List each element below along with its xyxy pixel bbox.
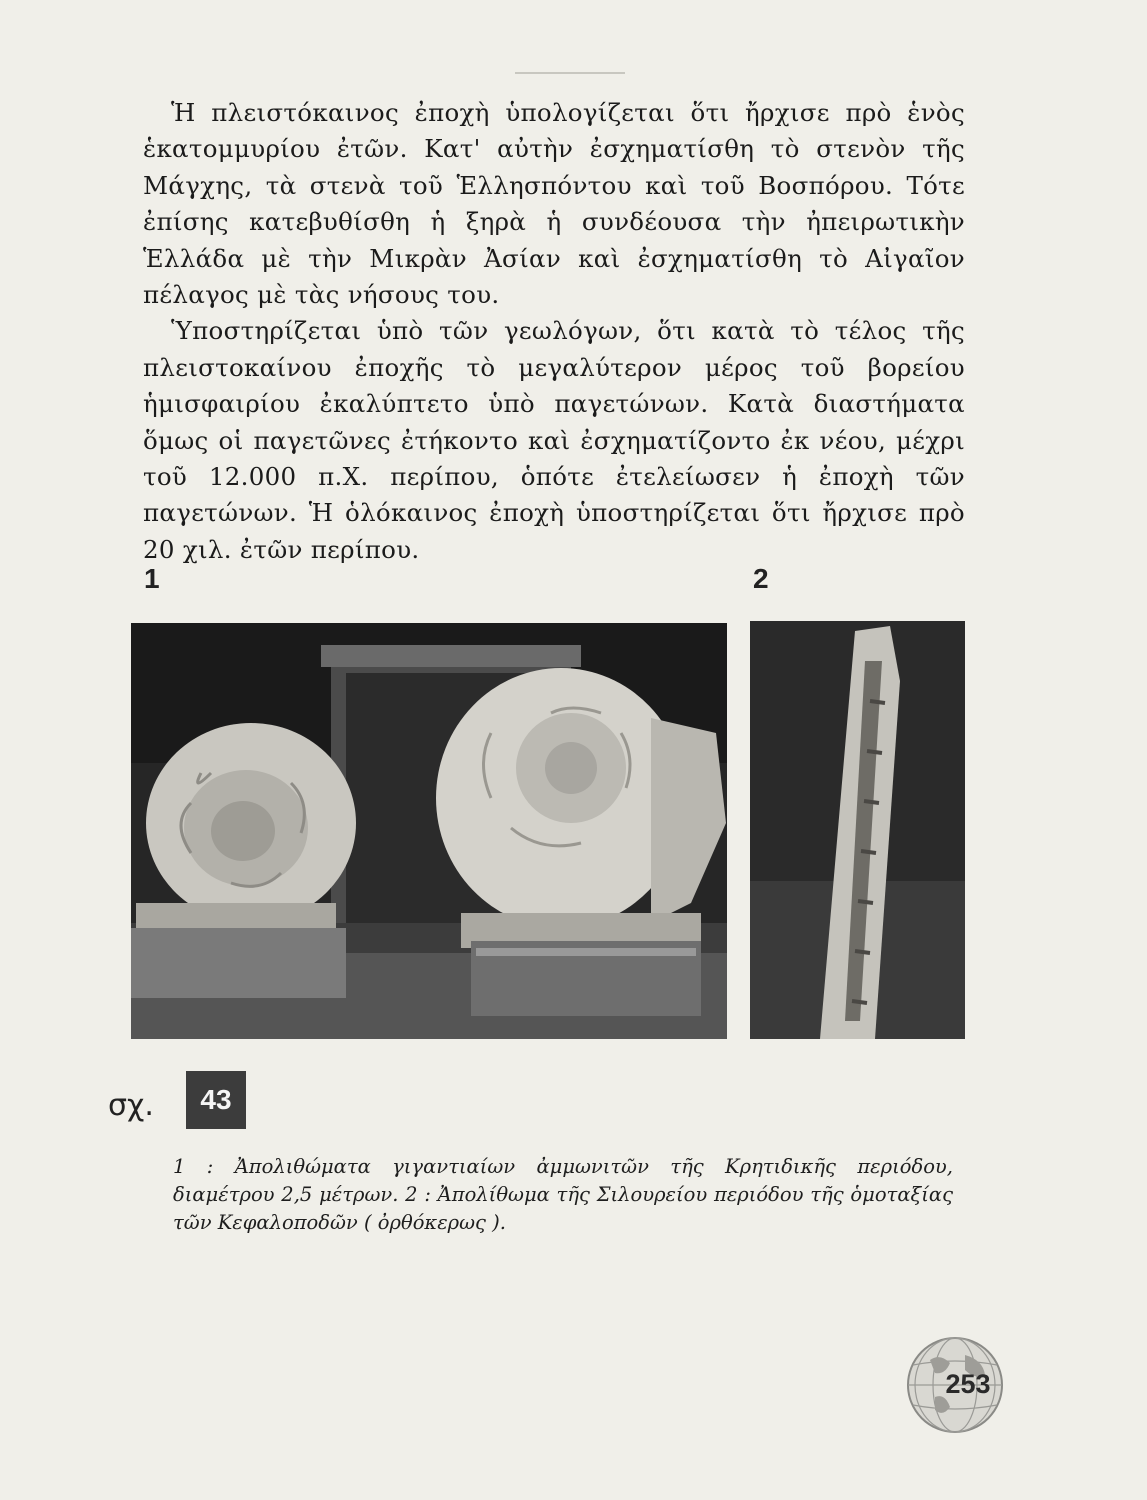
figure-prefix: σχ. bbox=[108, 1088, 154, 1123]
orthoceras-fossil-photo bbox=[750, 621, 965, 1039]
figure-caption: 1 : Ἀπολιθώματα γιγαντιαίων ἀμμωνιτῶν τῆς Κρητιδικῆς περιόδου, διαμέτρου 2,5 μέτρων. 2 : Ἀπολίθωμα τῆς Σιλουρείου περιόδου τῆς ὁμοταξίας τῶν Κεφαλοποδῶν ( ὀρθόκερως ). bbox=[173, 1155, 953, 1234]
figure-label-2: 2 bbox=[753, 563, 769, 594]
paragraph-1: Ἡ πλειστόκαινος ἐποχὴ ὑπολογίζεται ὅτι ἤρχισε πρὸ ἑνὸς ἑκατομμυρίου ἐτῶν. Κατ' αὐτὴν ἐσχηματίσθη τὸ στενὸν τῆς Μάγχης, τὰ στενὰ τοῦ Ἑλλησπόντου καὶ τοῦ Βοσπόρου. Τότε ἐπίσης κατεβυθίσθη ἡ ξηρὰ ἡ συνδέουσα τὴν ἠπειρωτικὴν Ἑλλάδα μὲ τὴν Μικρὰν Ἀσίαν καὶ ἐσχηματίσθη τὸ Αἰγαῖον πέλαγος μὲ τὰς νήσους του. bbox=[143, 98, 965, 310]
paragraph-2: Ὑποστηρίζεται ὑπὸ τῶν γεωλόγων, ὅτι κατὰ τὸ τέλος τῆς πλειστοκαίνου ἐποχῆς τὸ μεγαλύτερον μέρος τοῦ βορείου ἡμισφαιρίου ἐκαλύπτετο ὑπὸ παγετώνων. Κατὰ διαστήματα ὅμως οἱ παγετῶνες ἐτήκοντο καὶ ἐσχηματίζοντο ἐκ νέου, μέχρι τοῦ 12.000 π.Χ. περίπου, ὁπότε ἐτελείωσεν ἡ ἐποχὴ τῶν παγετώνων. Ἡ ὁλόκαινος ἐποχὴ ὑποστηρίζεται ὅτι ἤρχισε πρὸ 20 χιλ. ἐτῶν περίπου. bbox=[143, 316, 965, 564]
orthoceras-illustration bbox=[750, 621, 965, 1039]
ammonite-fossils-illustration bbox=[131, 623, 727, 1039]
figure-label-1: 1 bbox=[144, 563, 160, 594]
top-divider bbox=[515, 72, 625, 74]
ammonite-fossils-photo bbox=[131, 623, 727, 1039]
figure-number-badge: 43 bbox=[186, 1071, 246, 1129]
body-text bbox=[143, 95, 965, 568]
page-number: 253 bbox=[945, 1369, 991, 1399]
